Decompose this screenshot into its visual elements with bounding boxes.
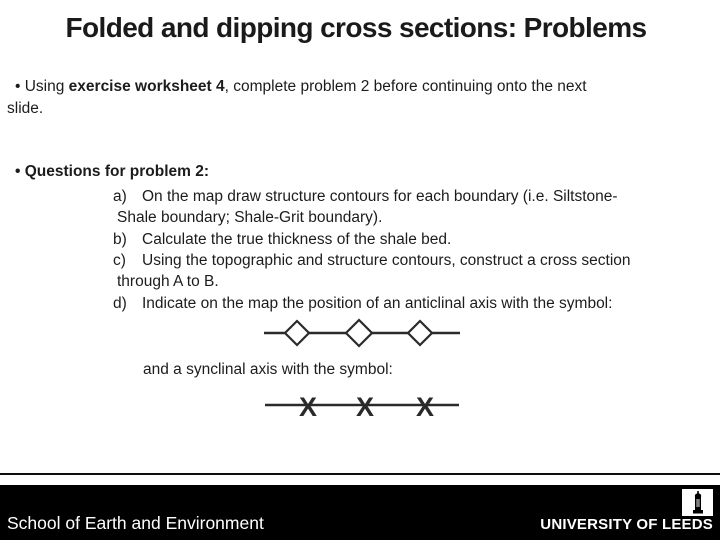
parkinson-tower-icon bbox=[690, 491, 706, 514]
question-marker-d: d) bbox=[113, 295, 127, 312]
footer-school-name: School of Earth and Environment bbox=[7, 513, 264, 533]
syncline-x-mark: X bbox=[415, 392, 435, 422]
intro-paragraph bbox=[0, 76, 680, 119]
syncline-axis-symbol bbox=[262, 390, 462, 424]
question-item-a bbox=[0, 186, 720, 208]
intro-bold-text: exercise worksheet 4 bbox=[68, 78, 225, 95]
syncline-x-mark: X bbox=[355, 392, 375, 422]
syncline-caption: and a synclinal axis with the symbol: bbox=[143, 361, 393, 378]
intro-line-2: slide. bbox=[7, 99, 44, 117]
question-marker-c: c) bbox=[113, 252, 126, 269]
syncline-x-mark: X bbox=[298, 392, 318, 422]
question-item-c bbox=[0, 250, 720, 272]
question-marker-a: a) bbox=[113, 188, 127, 205]
questions-header: • Questions for problem 2: bbox=[15, 163, 210, 180]
question-text-a: On the map draw structure contours for each boundary (i.e. Siltstone- bbox=[142, 188, 618, 205]
question-item-c-cont: through A to B. bbox=[117, 273, 219, 290]
footer-bar bbox=[0, 485, 720, 540]
question-item-a-cont: Shale boundary; Shale-Grit boundary). bbox=[117, 209, 383, 226]
question-text-c: Using the topographic and structure contours, construct a cross section bbox=[142, 252, 631, 269]
page-title: Folded and dipping cross sections: Problems bbox=[65, 12, 647, 43]
intro-bullet-text: • Using bbox=[15, 78, 69, 95]
intro-line-1 bbox=[0, 76, 680, 98]
question-text-d: Indicate on the map the position of an anticlinal axis with the symbol: bbox=[142, 295, 613, 312]
question-marker-b: b) bbox=[113, 231, 127, 248]
intro-rest-text: , complete problem 2 before continuing onto the next bbox=[224, 78, 587, 95]
footer-university-name: UNIVERSITY OF LEEDS bbox=[540, 516, 713, 533]
university-of-leeds-logo bbox=[682, 489, 713, 516]
anticline-axis-symbol bbox=[262, 314, 462, 352]
footer-divider bbox=[0, 473, 720, 475]
question-item-d bbox=[0, 293, 720, 315]
question-text-b: Calculate the true thickness of the shale bed. bbox=[142, 231, 452, 248]
question-item-b bbox=[0, 229, 720, 251]
